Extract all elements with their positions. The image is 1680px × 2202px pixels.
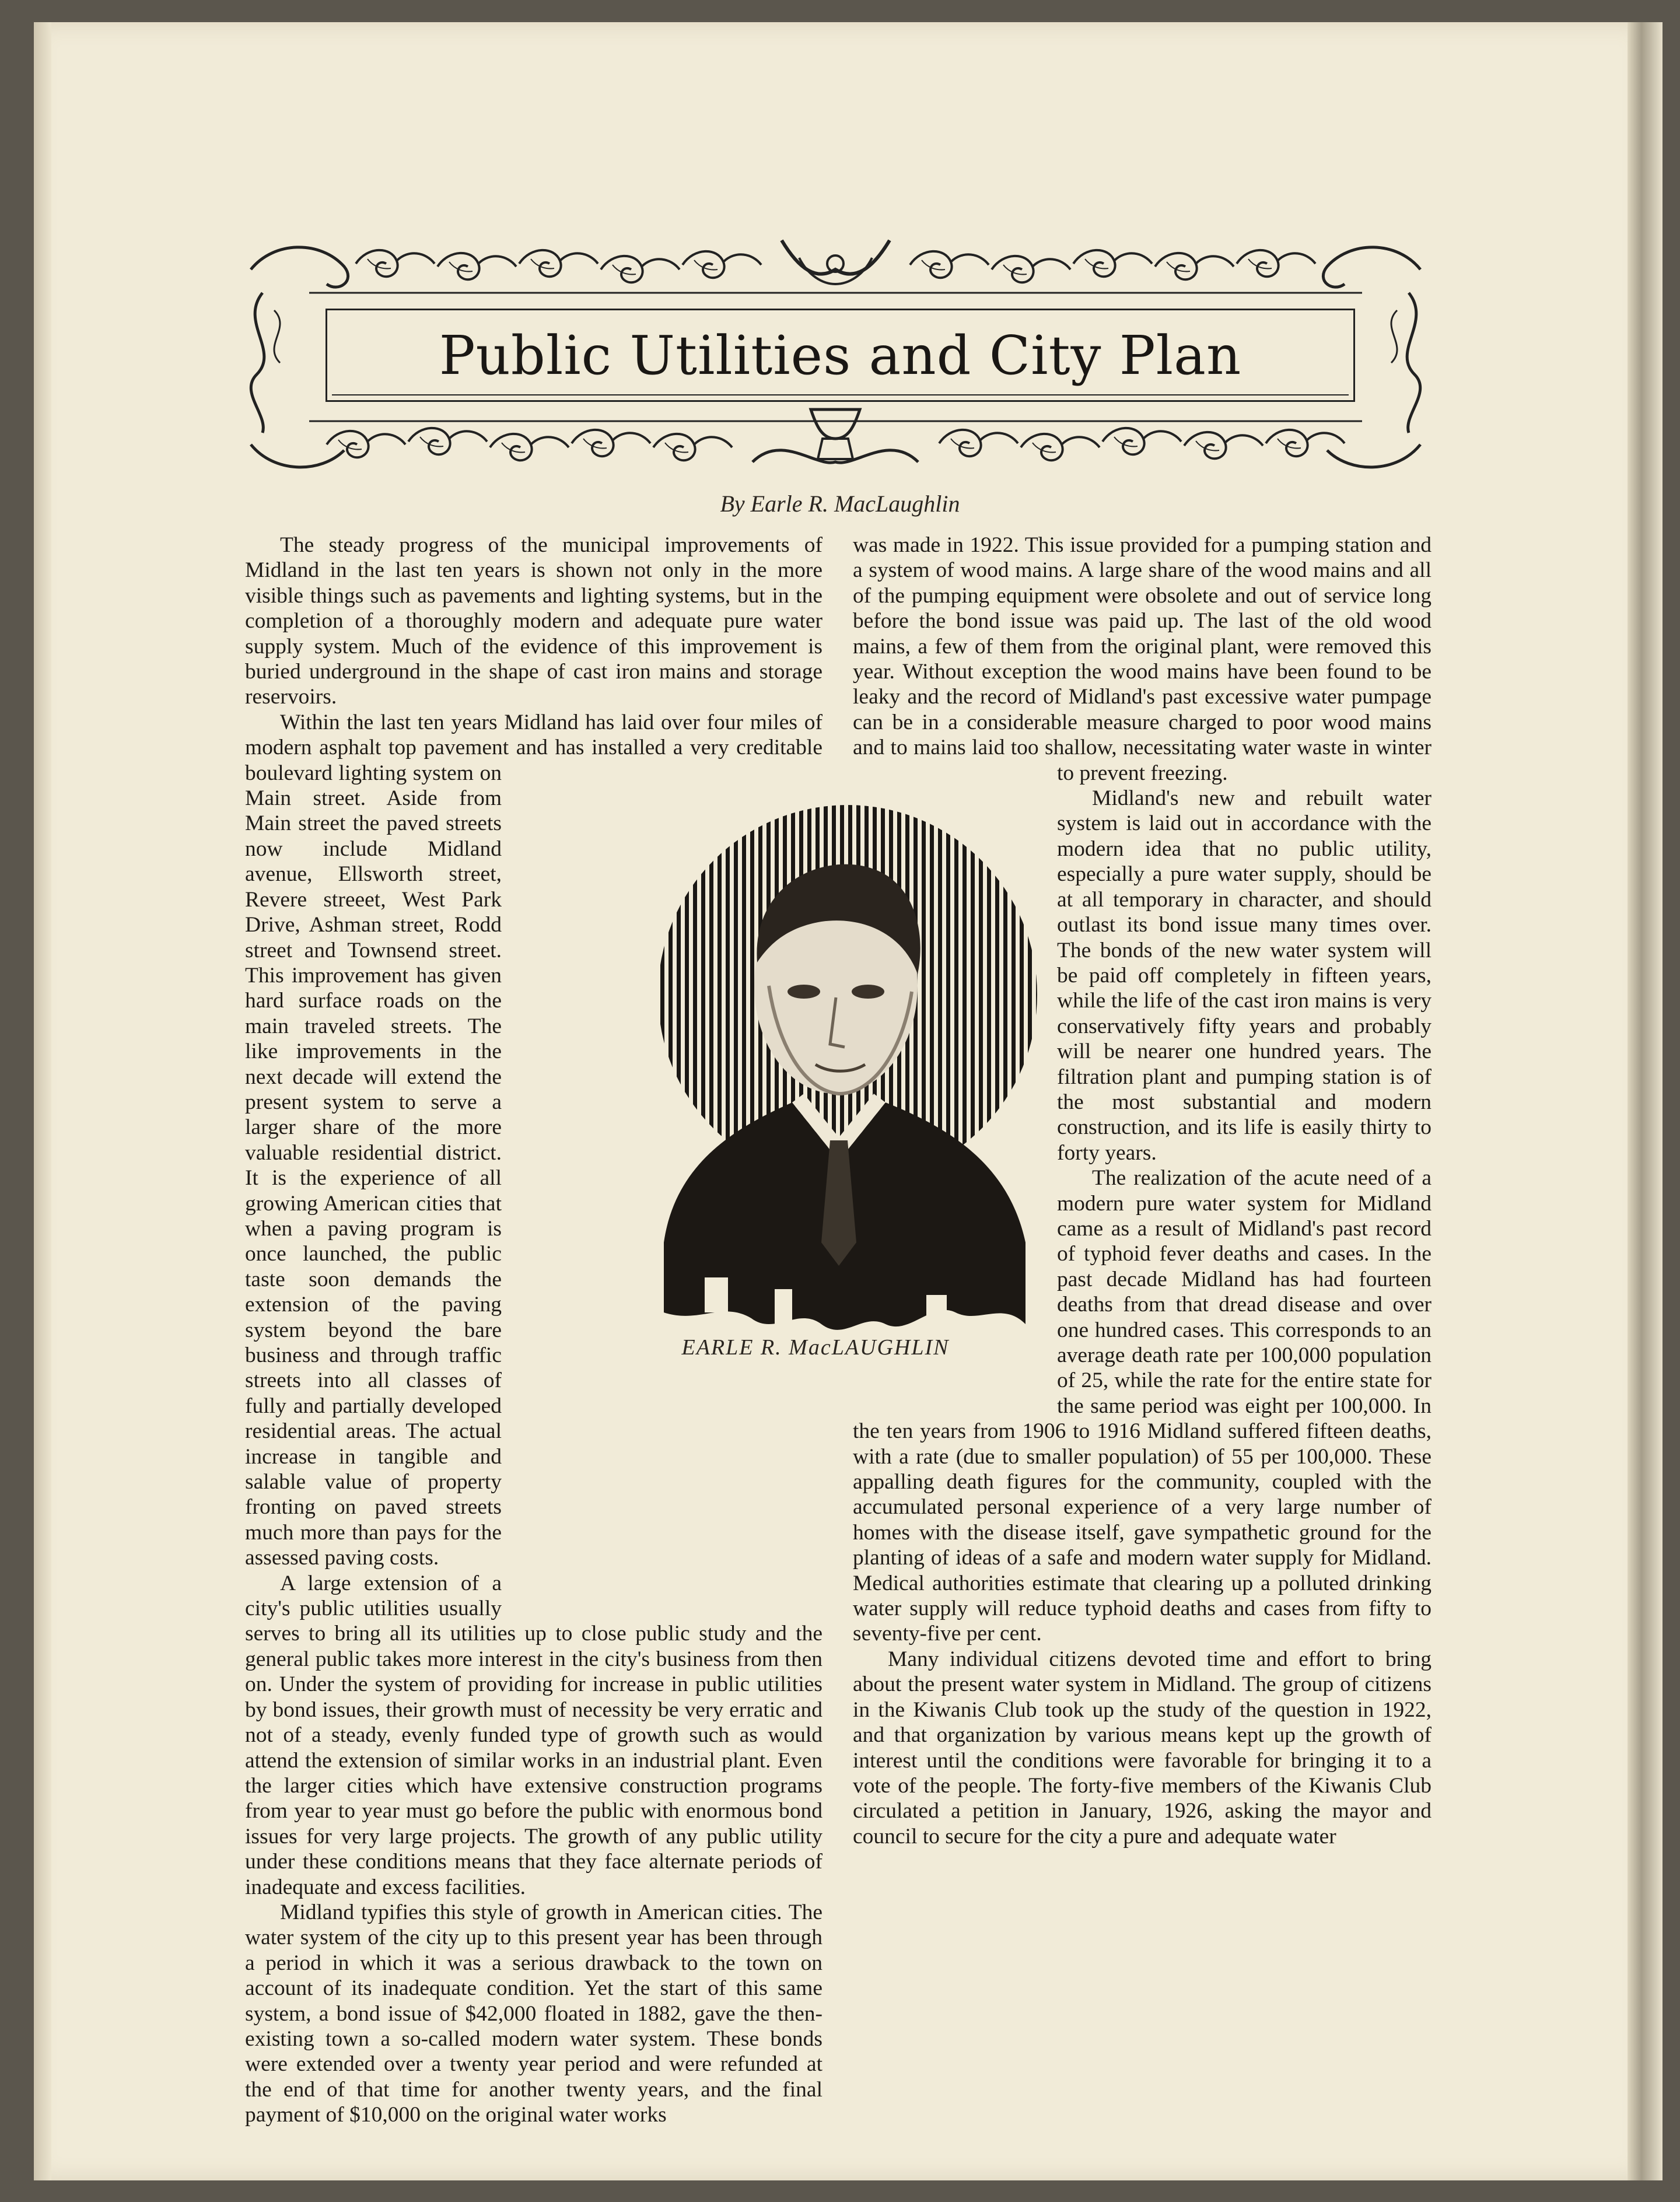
binding-gutter: [1628, 22, 1662, 2180]
page-edge: [34, 22, 51, 2180]
page-title: Public Utilities and City Plan: [439, 324, 1242, 387]
paragraph: A large extension of a city's public utilities usually serves to bring all its utilities up to close public study and the general public takes more interest in the city's business from then on. Under the system of providing for increase in public utilities by bond issues, their growth must of necessity be very erratic and not of a steady, evenly funded type of growth such as would attend the extension of similar works in an industrial plant. Even the larger cities which have extensive construction programs from year to year must go before the public with enormous bond issues for very large projects. The growth of any public utility under these conditions means that they face alternate periods of inadequate and excess facilities.: [245, 1571, 822, 1899]
paragraph: The steady progress of the municipal improvements of Midland in the last ten years is shown not only in the more visible things such as pavements and lighting systems, but in the completion of a thoroughly modern and adequate pure water supply system. Much of the evidence of this improvement is buried underground in the shape of cast iron mains and storage reservoirs.: [245, 533, 822, 709]
paragraph: Many individual citizens devoted time and effort to bring about the present water system in Midland. The group of citizens in the Kiwanis Club took up the study of the question in 1922, and that organization by various means kept up the growth of interest until the conditions were favorable for bringing it to a vote of the people. The forty-five members of the Kiwanis Club circulated a petition in January, 1926, asking the mayor and council to secure for the city a pure and adequate water: [853, 1647, 1432, 1849]
photo-caption: EARLE R. MacLAUGHLIN: [681, 1335, 950, 1360]
portrait-image: [652, 799, 1037, 1347]
title-box: [326, 309, 1355, 402]
byline: By Earle R. MacLaughlin: [720, 491, 960, 517]
ornamental-header: [239, 234, 1432, 482]
paragraph: Midland typifies this style of growth in American cities. The water system of the city up to this present year has been through a period in which it was a serious drawback to the town on account of its inadequate condition. Yet the start of this same system, a bond issue of $42,000 floated in 1882, gave the then-existing town a so-called modern water system. These bonds were extended over a twenty year period and were refunded at the end of that time for another twenty years, and the final payment of $10,000 on the original water works: [245, 1900, 822, 2127]
paragraph: was made in 1922. This issue provided for a pumping station and a system of wood mains. A large share of the wood mains and all of the pumping equipment were obsolete and out of service long before the bond issue was paid up. The last of the old wood mains, a few of them from the original plant, were removed this year. Without exception the wood mains have been found to be leaky and the record of Midland's past excessive water pumpage can be in a considerable measure charged to poor wood mains and to mains laid too shallow, necessitating water waste in winter to prevent freezing.: [853, 533, 1432, 785]
paragraph: Midland's new and rebuilt water system is laid out in accordance with the modern idea that no public utility, especially a pure water supply, should be at all temporary in character, and should outlast its bond issue many times over. The bonds of the new water system will be paid off completely in fifteen years, while the life of the cast iron mains is very conservatively fifty years and probably will be nearer one hundred years. The filtration plant and pumping station is of the most substantial and modern construction, and its life is easily thirty to forty years.: [1057, 786, 1432, 1165]
paragraph: The realization of the acute need of a modern pure water system for Midland came as a result of Midland's past record of typhoid fever deaths and cases. In the past decade Midland has had fourteen deaths from that dread disease and over one hundred cases. This corresponds to an average death rate per 100,000 population of 25, while the rate for the entire state for the same period was eight per 100,000. In the ten years from 1906 to 1916 Midland suffered fifteen deaths, with a rate (due to smaller population) of 55 per 100,000. These appalling death figures for the community, coupled with the accumulated personal experience of a very large number of homes with the disease itself, gave sympathetic ground for the planting of ideas of a safe and modern water supply for Midland. Medical authorities estimate that clearing up a polluted drinking water supply will reduce typhoid deaths and cases from fifty to seventy-five per cent.: [853, 1166, 1432, 1646]
paragraph: Within the last ten years Midland has laid over four miles of modern asphalt top pavement and has installed a very creditable boulevard lighting system on Main street. Aside from Main street the paved streets now include Midland avenue, Ellsworth street, Revere streeet, West Park Drive, Ashman street, Rodd street and Townsend street. This improvement has given hard surface roads on the main traveled streets. The like improvements in the next decade will extend the present system to serve a larger share of the more valuable residential district. It is the experience of all growing American cities that when a paving program is once launched, the public taste soon demands the extension of the paving system beyond the bare business and through traffic streets into all classes of fully and partially developed residential areas. The actual increase in tangible and salable value of property fronting on paved streets much more than pays for the assessed paving costs.: [245, 710, 822, 1570]
portrait-photo: [652, 799, 1037, 1347]
